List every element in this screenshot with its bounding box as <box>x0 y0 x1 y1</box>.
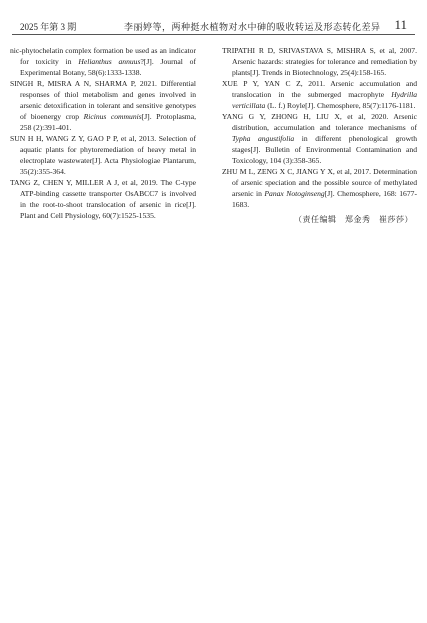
reference-item: ZHU M L, ZENG X C, JIANG Y X, et al, 2017. Determination of arsenic speciation and the possible source of methylated arsenic in Panax Notoginseng[J]. Chemosphere, 168: 1677-1683. <box>222 167 417 209</box>
reference-item: TRIPATHI R D, SRIVASTAVA S, MISHRA S, et al, 2007. Arsenic hazards: strategies for tolerance and remediation by plants[J]. Trends in Biotechnology, 25(4):158-165. <box>222 46 417 77</box>
reference-item: XUE P Y, YAN C Z, 2011. Arsenic accumulation and translocation in the submerged macrophyte Hydrilla verticillata (L. f.) Royle[J]. Chemosphere, 85(7):1176-1181. <box>222 79 417 110</box>
reference-item: SINGH R, MISRA A N, SHARMA P, 2021. Differential responses of thiol metabolism and genes involved in arsenic detoxification in tolerant and sensitive genotypes of bioenergy crop Ricinus communis[J]. Protoplasma, 258 (2):391-401. <box>10 79 196 132</box>
issue-label: 2025 年第 3 期 <box>20 22 77 32</box>
reference-item: TANG Z, CHEN Y, MILLER A J, et al, 2019. The C-type ATP-binding cassette transporter OsABCC7 is involved in the root-to-shoot translocation of arsenic in rice[J]. Plant and Cell Physiology, 60(7):1525-1535. <box>10 178 196 220</box>
page-number: 11 <box>394 17 407 32</box>
running-title: 李丽婷等，两种挺水植物对水中砷的吸收转运及形态转化差异 <box>124 22 381 32</box>
reference-item: nic-phytochelatin complex formation be used as an indicator for toxicity in Helianthus annuus?[J]. Journal of Experimental Botany, 58(6):1333-1338. <box>10 46 196 77</box>
references-left-column <box>10 45 196 221</box>
responsible-editors: （责任编辑 郑金秀 崔莎莎） <box>294 215 413 224</box>
reference-item: YANG G Y, ZHONG H, LIU X, et al, 2020. Arsenic distribution, accumulation and tolerance mechanisms of Typha angustifolia in different phenological growth stages[J]. Bulletin of Environmental Contamination and Toxicology, 104 (3):358-365. <box>222 112 417 165</box>
references-right-column <box>222 45 417 225</box>
running-header <box>12 12 415 35</box>
reference-item: SUN H H, WANG Z Y, GAO P P, et al, 2013. Selection of aquatic plants for phytoremediation of heavy metal in electroplate wastewater[J]. Acta Physiologiae Plantarum, 35(2):355-364. <box>10 134 196 176</box>
